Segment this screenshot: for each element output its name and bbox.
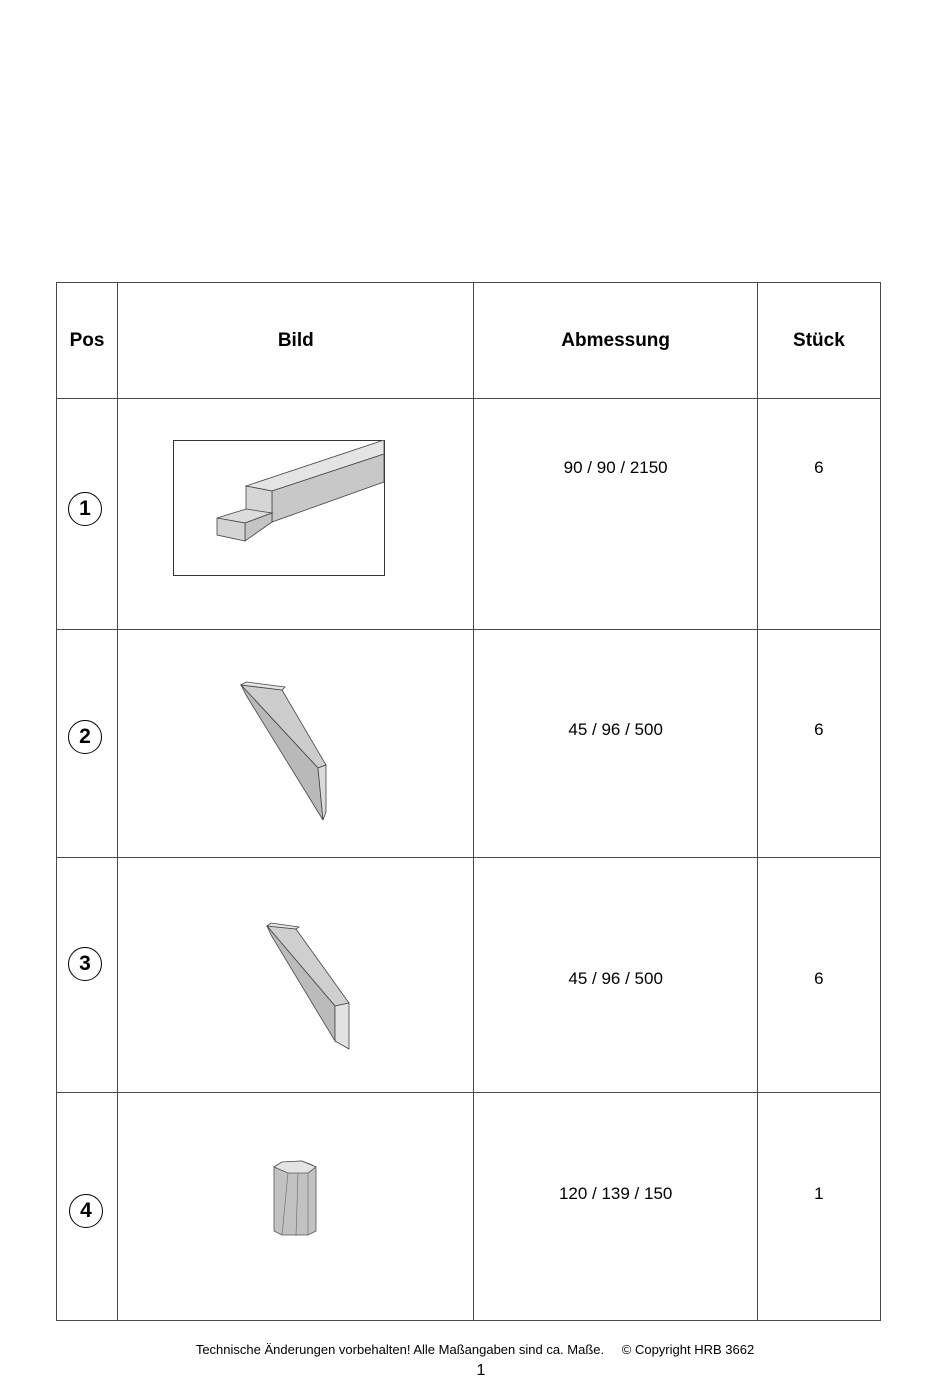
diagonal-brace-icon (236, 680, 336, 830)
abmessung-cell (474, 858, 757, 1093)
footer (0, 1342, 950, 1357)
post-with-notch-icon (173, 440, 387, 578)
table-row (57, 858, 881, 1093)
image-cell (118, 858, 474, 1093)
image-cell (118, 630, 474, 858)
abmessung-cell (474, 630, 757, 858)
stueck-value: 6 (814, 720, 824, 739)
pos-cell (57, 399, 118, 630)
image-cell (118, 1093, 474, 1321)
stueck-cell (757, 858, 880, 1093)
image-cell (118, 399, 474, 630)
footer-copyright: © Copyright HRB 3662 (621, 1342, 755, 1357)
pos-cell (57, 630, 118, 858)
parts-table (56, 282, 881, 1321)
table-row (57, 1093, 881, 1321)
diagonal-brace-icon (263, 921, 363, 1056)
pos-number-badge: 2 (68, 720, 102, 754)
table-row (57, 399, 881, 630)
abmessung-value: 45 / 96 / 500 (568, 720, 663, 739)
table-row (57, 630, 881, 858)
pos-cell (57, 858, 118, 1093)
pos-number-badge: 1 (68, 492, 102, 526)
stueck-cell (757, 399, 880, 630)
stueck-value: 6 (814, 458, 824, 477)
abmessung-cell (474, 399, 757, 630)
abmessung-value: 90 / 90 / 2150 (563, 458, 668, 477)
stueck-cell (757, 630, 880, 858)
header-abmessung: Abmessung (474, 283, 757, 399)
abmessung-cell (474, 1093, 757, 1321)
stueck-value: 6 (814, 969, 824, 988)
header-stueck: Stück (757, 283, 880, 399)
table-header-row (57, 283, 881, 399)
header-pos: Pos (57, 283, 118, 399)
footer-notice: Technische Änderungen vorbehalten! Alle Maßangaben sind ca. Maße. (195, 1342, 605, 1357)
pos-cell (57, 1093, 118, 1321)
abmessung-value: 45 / 96 / 500 (568, 969, 663, 988)
octagonal-block-icon (268, 1159, 328, 1239)
pos-number-badge: 3 (68, 947, 102, 981)
header-bild: Bild (118, 283, 474, 399)
page-number: 1 (476, 1362, 486, 1379)
stueck-value: 1 (814, 1184, 824, 1203)
pos-number-badge: 4 (69, 1194, 103, 1228)
abmessung-value: 120 / 139 / 150 (558, 1184, 673, 1203)
stueck-cell (757, 1093, 880, 1321)
